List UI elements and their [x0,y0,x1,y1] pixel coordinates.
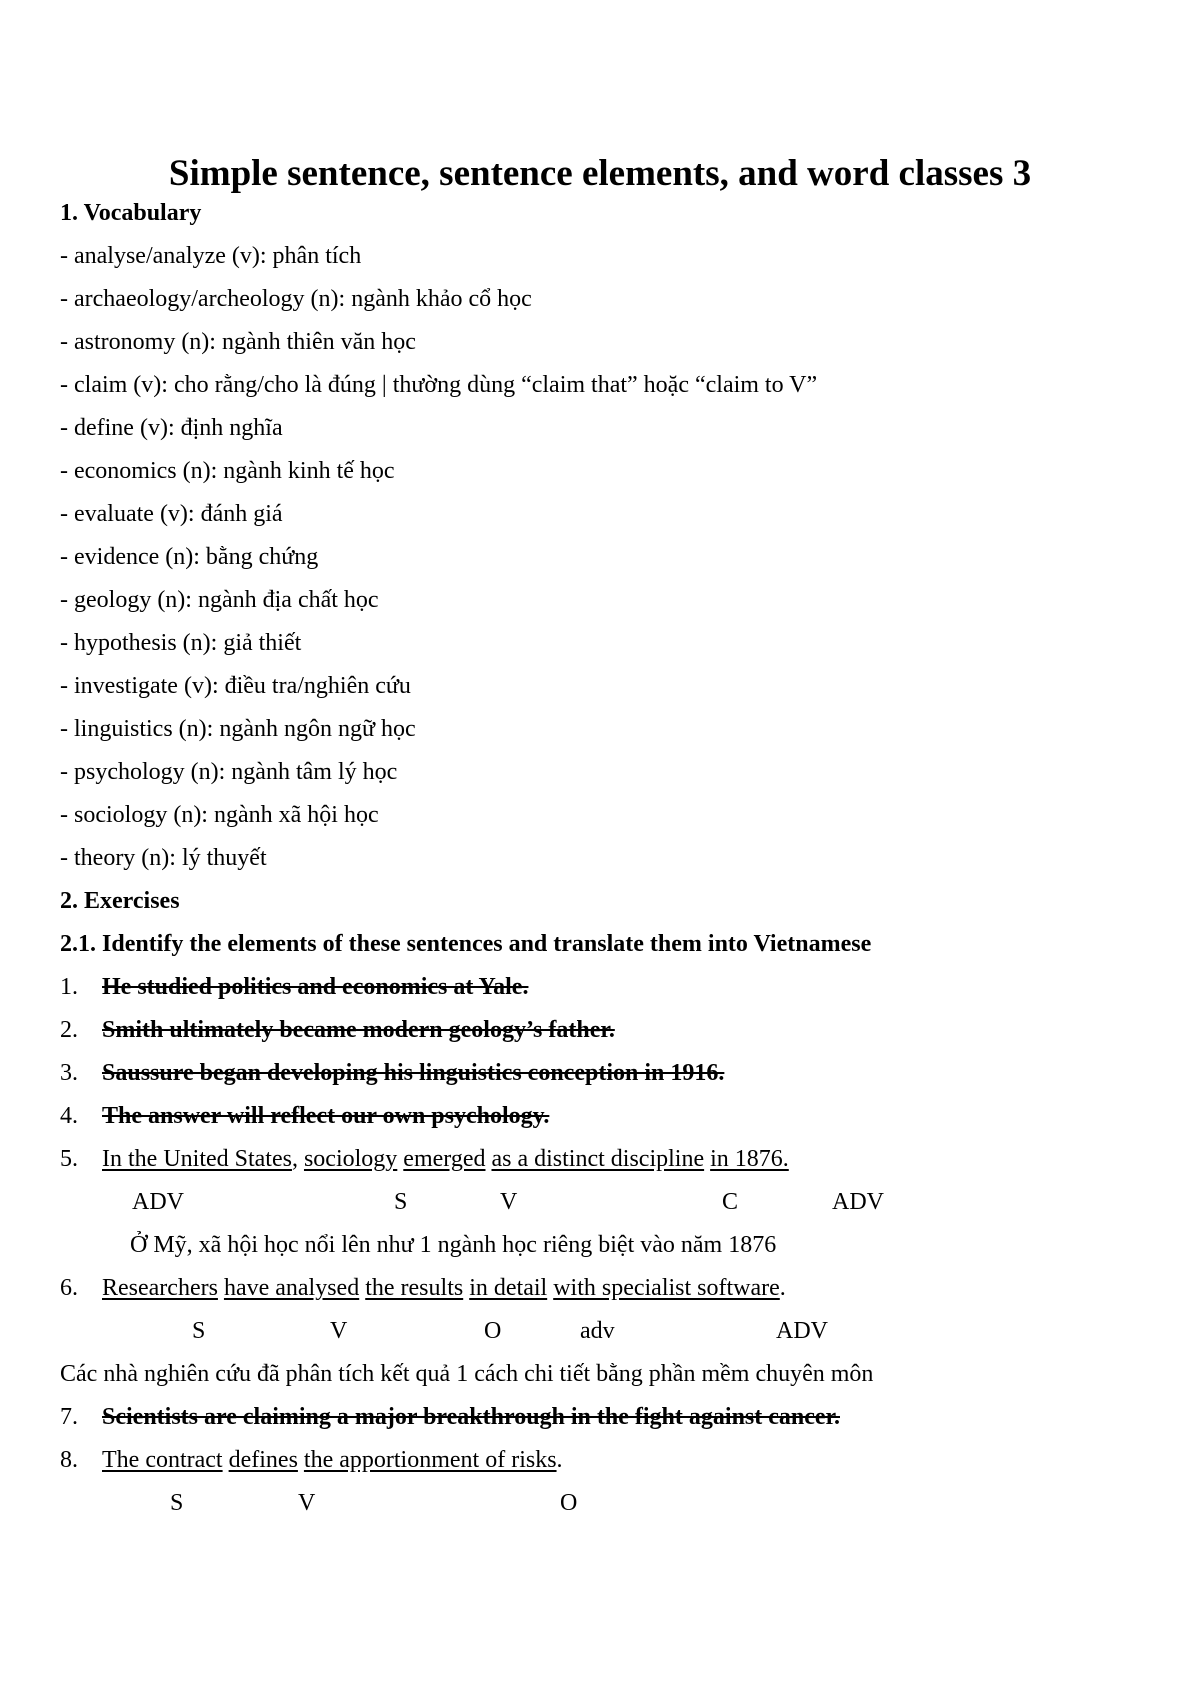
sentence-number: 6. [60,1275,78,1301]
tag-v: V [298,1490,316,1516]
vocab-item: - evaluate (v): đánh giá [60,501,283,527]
phrase-verb: emerged [403,1146,486,1172]
sentence-8 [60,1445,563,1475]
sentence-1 [60,972,528,1002]
phrase-verb: have analysed [223,1275,360,1301]
vocab-item: - define (v): định nghĩa [60,415,283,441]
struck-sentence: He studied politics and economics at Yale. [102,974,529,1000]
exercise-2-1-heading: 2.1. Identify the elements of these sentences and translate them into Vietnamese [60,931,872,957]
struck-sentence: Smith ultimately became modern geology’s father. [102,1017,615,1043]
exercises-heading: 2. Exercises [60,888,180,914]
tag-c: C [722,1189,739,1215]
sentence-4 [60,1101,549,1131]
tag-adv: ADV [776,1318,828,1344]
tag-s: S [394,1189,408,1215]
vocab-item: - theory (n): lý thuyết [60,845,267,871]
vocab-item: - hypothesis (n): giả thiết [60,630,302,656]
sentence-number: 1. [60,974,78,1000]
tag-s: S [170,1490,184,1516]
translation: Ở Mỹ, xã hội học nổi lên như 1 ngành học riêng biệt vào năm 1876 [130,1232,777,1258]
phrase-verb: defines [228,1447,298,1473]
vocab-item: - astronomy (n): ngành thiên văn học [60,329,416,355]
vocab-item: - economics (n): ngành kinh tế học [60,458,395,484]
tag-s: S [192,1318,206,1344]
punctuation: , [291,1146,304,1172]
sentence-number: 7. [60,1404,78,1430]
phrase-subject: The contract [102,1447,223,1473]
phrase-complement: as a distinct discipline [491,1146,705,1172]
sentence-2 [60,1015,615,1045]
struck-sentence: Scientists are claiming a major breakthrough in the fight against cancer. [102,1404,840,1430]
vocab-item: - sociology (n): ngành xã hội học [60,802,379,828]
sentence-6 [60,1273,786,1303]
tag-adv: ADV [132,1189,184,1215]
phrase-subject: Researchers [102,1275,218,1301]
phrase-adverbial: with specialist software [553,1275,780,1301]
struck-sentence: Saussure began developing his linguistics conception in 1916. [102,1060,725,1086]
vocabulary-heading: 1. Vocabulary [60,200,202,226]
vocab-item: - archaeology/archeology (n): ngành khảo cổ học [60,286,532,312]
page-title: Simple sentence, sentence elements, and word classes 3 [168,153,1032,194]
punctuation: . [556,1447,563,1473]
phrase-object: the results [365,1275,464,1301]
vocab-item: - analyse/analyze (v): phân tích [60,243,362,269]
translation: Các nhà nghiên cứu đã phân tích kết quả 1 cách chi tiết bằng phần mềm chuyên môn [60,1361,874,1387]
sentence-number: 3. [60,1060,78,1086]
sentence-5 [60,1144,789,1174]
sentence-number: 8. [60,1447,78,1473]
vocab-item: - linguistics (n): ngành ngôn ngữ học [60,716,416,742]
sentence-3 [60,1058,724,1088]
sentence-number: 4. [60,1103,78,1129]
tag-o: O [560,1490,578,1516]
phrase-object: the apportionment of risks [303,1447,557,1473]
vocab-item: - psychology (n): ngành tâm lý học [60,759,398,785]
vocab-item: - claim (v): cho rằng/cho là đúng | thường dùng “claim that” hoặc “claim to V” [60,372,818,398]
phrase-adverbial: in detail [469,1275,548,1301]
tag-v: V [330,1318,348,1344]
tag-adv: adv [580,1318,615,1344]
phrase-subject: sociology [303,1146,398,1172]
tag-v: V [500,1189,518,1215]
tag-adv: ADV [832,1189,884,1215]
sentence-number: 2. [60,1017,78,1043]
phrase-adverbial: in 1876. [710,1146,789,1172]
tag-o: O [484,1318,502,1344]
punctuation: . [779,1275,786,1301]
phrase-adverbial: In the United States [102,1146,292,1172]
sentence-number: 5. [60,1146,78,1172]
sentence-7 [60,1402,840,1432]
struck-sentence: The answer will reflect our own psychology. [102,1103,550,1129]
vocab-item: - investigate (v): điều tra/nghiên cứu [60,673,411,699]
vocab-item: - geology (n): ngành địa chất học [60,587,379,613]
vocab-item: - evidence (n): bằng chứng [60,544,319,570]
